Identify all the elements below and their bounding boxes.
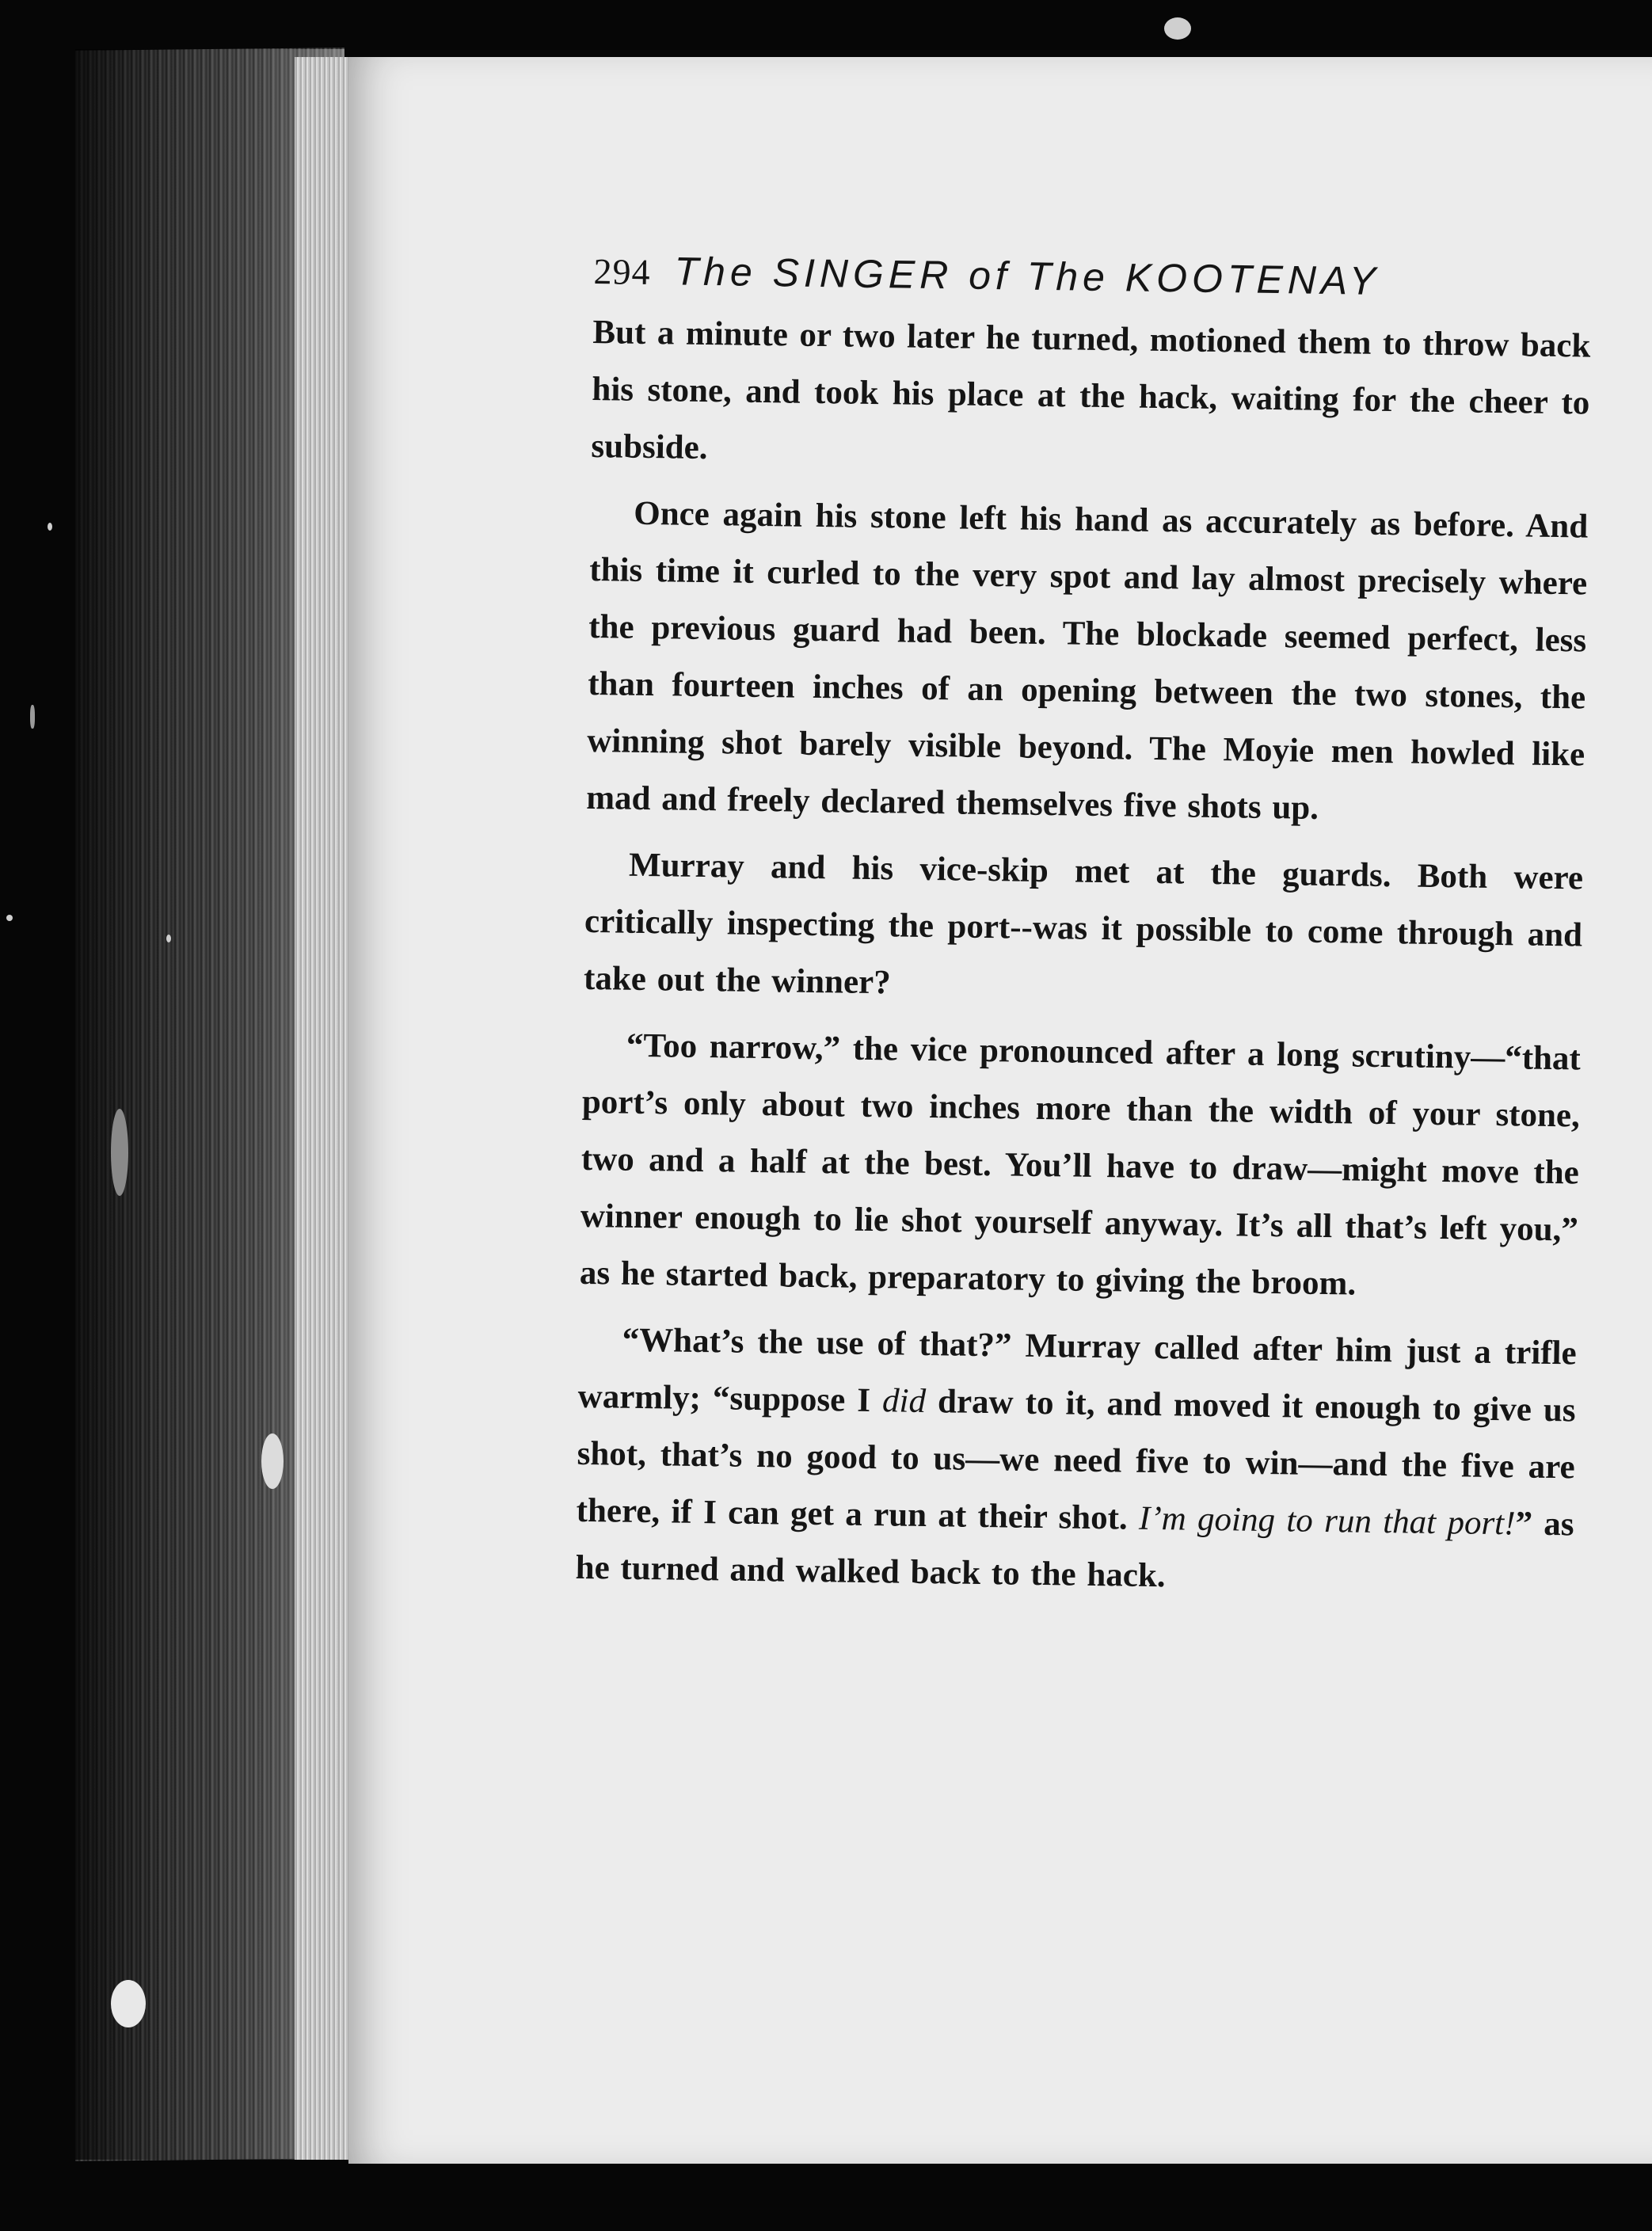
- italic-text: I’m going to run that port!: [1138, 1499, 1516, 1543]
- paragraph-p4: [579, 1017, 1581, 1316]
- dust-speck: [111, 1980, 146, 2027]
- dust-speck: [6, 915, 13, 921]
- paragraph-p2: [586, 485, 1589, 841]
- paragraph-p3: [584, 836, 1584, 1022]
- paragraph-text: ” as he turned and walked back to the hack.: [575, 1505, 1574, 1595]
- paragraph-text: “What’s the use of that?” Murray called after him just a trifle warmly; “suppose I: [577, 1321, 1577, 1420]
- italic-text: did: [881, 1382, 927, 1420]
- body-text: [575, 304, 1591, 1610]
- dust-speck: [111, 1109, 128, 1196]
- dust-speck: [30, 705, 35, 729]
- page-number: 294: [593, 250, 651, 292]
- paragraph-text: Murray and his vice-skip met at the guards. Both were critically inspecting the port--was it possible to come through and take out the winner?: [583, 846, 1584, 1002]
- running-head: [593, 247, 1513, 306]
- paragraph-p5: [575, 1312, 1577, 1611]
- dust-speck: [48, 523, 52, 531]
- paragraph-p1: [591, 304, 1591, 489]
- paragraph-text: Once again his stone left his hand as accurately as before. And this time it curled to the very spot and lay almost precisely where the previous guard had been. The blockade seemed perfect, less than fourteen inches of an opening between the two stones, the winning shot barely visible beyond. The Moyie men howled like mad and freely declared themselves five shots up.: [585, 494, 1589, 827]
- running-title: The SINGER of The KOOTENAY: [674, 249, 1381, 303]
- page-stack-edges: [295, 57, 354, 2160]
- dust-speck: [166, 935, 171, 942]
- dust-speck: [1164, 17, 1191, 40]
- page-text-block: [575, 247, 1592, 1620]
- dust-speck: [261, 1433, 284, 1489]
- paragraph-text: But a minute or two later he turned, motioned them to throw back his stone, and took his place at the hack, waiting for the cheer to subside.: [591, 313, 1591, 467]
- book-page: [348, 57, 1652, 2164]
- paragraph-text: draw to it, and moved it enough to give us shot, that’s no good to us—we need five to win—and the five are there, if I can get a run at their shot.: [576, 1382, 1576, 1537]
- paragraph-text: “Too narrow,” the vice pronounced after a long scrutiny—“that port’s only about two inches more than the width of your stone, two and a half at the best. You’ll have to draw—might move the winner enough to lie shot yourself anyway. It’s all that’s left you,” as he started back, preparatory to giving the broom.: [579, 1026, 1582, 1303]
